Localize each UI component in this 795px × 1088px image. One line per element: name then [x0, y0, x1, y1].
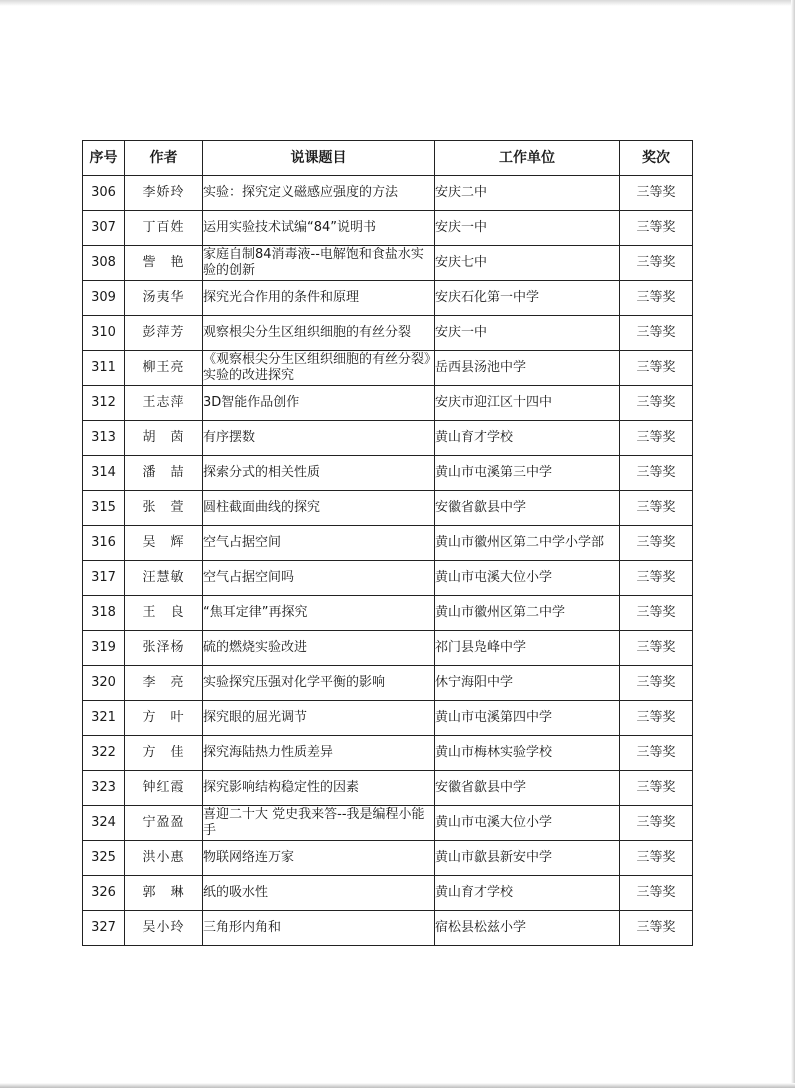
table-row: [83, 421, 693, 456]
cell-title: 3D智能作品创作: [203, 386, 435, 421]
cell-title: 观察根尖分生区组织细胞的有丝分裂: [203, 316, 435, 351]
cell-award: 三等奖: [620, 316, 693, 351]
table-row: [83, 281, 693, 316]
table-row: [83, 561, 693, 596]
cell-number: 320: [83, 666, 125, 701]
cell-title: 探究海陆热力性质差异: [203, 736, 435, 771]
cell-unit: 安庆一中: [435, 211, 620, 246]
cell-unit: 安庆石化第一中学: [435, 281, 620, 316]
cell-number: 324: [83, 806, 125, 841]
cell-title: 空气占据空间吗: [203, 561, 435, 596]
table-row: [83, 176, 693, 211]
cell-author: 宁盈盈: [125, 806, 203, 841]
cell-author: 丁百姓: [125, 211, 203, 246]
cell-title: 实验探究压强对化学平衡的影响: [203, 666, 435, 701]
cell-number: 323: [83, 771, 125, 806]
cell-author: 方 叶: [125, 701, 203, 736]
cell-unit: 黄山市屯溪大位小学: [435, 806, 620, 841]
cell-title: 纸的吸水性: [203, 876, 435, 911]
cell-unit: 宿松县松兹小学: [435, 911, 620, 946]
cell-unit: 黄山市屯溪第四中学: [435, 701, 620, 736]
cell-author: 张泽杨: [125, 631, 203, 666]
cell-award: 三等奖: [620, 806, 693, 841]
cell-title: 《观察根尖分生区组织细胞的有丝分裂》实验的改进探究: [203, 351, 435, 386]
cell-title: 家庭自制84消毒液--电解饱和食盐水实验的创新: [203, 246, 435, 281]
cell-title: 有序摆数: [203, 421, 435, 456]
cell-award: 三等奖: [620, 701, 693, 736]
cell-author: 李 亮: [125, 666, 203, 701]
cell-author: 洪小惠: [125, 841, 203, 876]
cell-unit: 黄山育才学校: [435, 421, 620, 456]
table-row: [83, 596, 693, 631]
cell-number: 319: [83, 631, 125, 666]
cell-number: 313: [83, 421, 125, 456]
cell-award: 三等奖: [620, 876, 693, 911]
cell-author: 李娇玲: [125, 176, 203, 211]
cell-unit: 黄山市歙县新安中学: [435, 841, 620, 876]
cell-author: 柳王亮: [125, 351, 203, 386]
cell-number: 318: [83, 596, 125, 631]
cell-number: 309: [83, 281, 125, 316]
cell-unit: 黄山育才学校: [435, 876, 620, 911]
cell-unit: 安庆一中: [435, 316, 620, 351]
cell-title: 探究影响结构稳定性的因素: [203, 771, 435, 806]
table-row: [83, 386, 693, 421]
cell-author: 张 萱: [125, 491, 203, 526]
cell-number: 327: [83, 911, 125, 946]
cell-title: 喜迎二十大 党史我来答--我是编程小能手: [203, 806, 435, 841]
cell-unit: 祁门县凫峰中学: [435, 631, 620, 666]
cell-number: 310: [83, 316, 125, 351]
header-title: 说课题目: [203, 141, 435, 176]
header-author: 作者: [125, 141, 203, 176]
cell-unit: 安徽省歙县中学: [435, 771, 620, 806]
cell-title: 运用实验技术试编“84”说明书: [203, 211, 435, 246]
header-award: 奖次: [620, 141, 693, 176]
table-row: [83, 736, 693, 771]
cell-award: 三等奖: [620, 211, 693, 246]
cell-title: “焦耳定律”再探究: [203, 596, 435, 631]
cell-award: 三等奖: [620, 561, 693, 596]
table-row: [83, 771, 693, 806]
cell-author: 訾 艳: [125, 246, 203, 281]
table-row: [83, 701, 693, 736]
table-row: [83, 456, 693, 491]
table-row: [83, 666, 693, 701]
cell-title: 空气占据空间: [203, 526, 435, 561]
cell-award: 三等奖: [620, 491, 693, 526]
cell-title: 三角形内角和: [203, 911, 435, 946]
cell-award: 三等奖: [620, 911, 693, 946]
cell-unit: 休宁海阳中学: [435, 666, 620, 701]
cell-number: 325: [83, 841, 125, 876]
table-row: [83, 876, 693, 911]
cell-unit: 黄山市徽州区第二中学: [435, 596, 620, 631]
table-row: [83, 841, 693, 876]
cell-title: 硫的燃烧实验改进: [203, 631, 435, 666]
cell-author: 胡 茵: [125, 421, 203, 456]
cell-title: 物联网络连万家: [203, 841, 435, 876]
cell-award: 三等奖: [620, 281, 693, 316]
cell-author: 方 佳: [125, 736, 203, 771]
cell-number: 315: [83, 491, 125, 526]
cell-unit: 安庆市迎江区十四中: [435, 386, 620, 421]
cell-author: 汪慧敏: [125, 561, 203, 596]
cell-award: 三等奖: [620, 596, 693, 631]
cell-award: 三等奖: [620, 176, 693, 211]
cell-title: 圆柱截面曲线的探究: [203, 491, 435, 526]
cell-award: 三等奖: [620, 421, 693, 456]
cell-unit: 黄山市徽州区第二中学小学部: [435, 526, 620, 561]
cell-number: 308: [83, 246, 125, 281]
header-row: [83, 141, 693, 176]
cell-title: 探究眼的屈光调节: [203, 701, 435, 736]
cell-author: 彭萍芳: [125, 316, 203, 351]
cell-title: 实验：探究定义磁感应强度的方法: [203, 176, 435, 211]
cell-unit: 黄山市屯溪大位小学: [435, 561, 620, 596]
cell-award: 三等奖: [620, 841, 693, 876]
table-row: [83, 806, 693, 841]
cell-award: 三等奖: [620, 631, 693, 666]
cell-award: 三等奖: [620, 736, 693, 771]
cell-award: 三等奖: [620, 246, 693, 281]
cell-author: 王 良: [125, 596, 203, 631]
awards-table: [82, 140, 693, 946]
table-body: [83, 176, 693, 946]
table-row: [83, 631, 693, 666]
table-row: [83, 246, 693, 281]
cell-award: 三等奖: [620, 386, 693, 421]
cell-number: 322: [83, 736, 125, 771]
scan-edge-top: [0, 0, 795, 6]
cell-number: 326: [83, 876, 125, 911]
cell-title: 探究光合作用的条件和原理: [203, 281, 435, 316]
cell-unit: 岳西县汤池中学: [435, 351, 620, 386]
cell-author: 钟红霞: [125, 771, 203, 806]
table-row: [83, 911, 693, 946]
cell-author: 吴小玲: [125, 911, 203, 946]
cell-award: 三等奖: [620, 666, 693, 701]
cell-unit: 安庆七中: [435, 246, 620, 281]
cell-number: 317: [83, 561, 125, 596]
cell-number: 312: [83, 386, 125, 421]
cell-author: 汤夷华: [125, 281, 203, 316]
cell-award: 三等奖: [620, 351, 693, 386]
header-unit: 工作单位: [435, 141, 620, 176]
cell-title: 探索分式的相关性质: [203, 456, 435, 491]
table-row: [83, 491, 693, 526]
cell-award: 三等奖: [620, 456, 693, 491]
cell-award: 三等奖: [620, 526, 693, 561]
cell-author: 王志萍: [125, 386, 203, 421]
table-row: [83, 211, 693, 246]
cell-unit: 黄山市屯溪第三中学: [435, 456, 620, 491]
scan-edge-right: [791, 0, 795, 1088]
cell-author: 吴 辉: [125, 526, 203, 561]
cell-author: 郭 琳: [125, 876, 203, 911]
cell-number: 316: [83, 526, 125, 561]
cell-award: 三等奖: [620, 771, 693, 806]
cell-unit: 安庆二中: [435, 176, 620, 211]
cell-number: 321: [83, 701, 125, 736]
scan-edge-bottom: [0, 1083, 795, 1088]
cell-unit: 安徽省歙县中学: [435, 491, 620, 526]
cell-number: 314: [83, 456, 125, 491]
cell-number: 307: [83, 211, 125, 246]
cell-unit: 黄山市梅林实验学校: [435, 736, 620, 771]
cell-author: 潘 喆: [125, 456, 203, 491]
cell-number: 306: [83, 176, 125, 211]
header-number: 序号: [83, 141, 125, 176]
table-row: [83, 526, 693, 561]
table-row: [83, 316, 693, 351]
table-row: [83, 351, 693, 386]
cell-number: 311: [83, 351, 125, 386]
